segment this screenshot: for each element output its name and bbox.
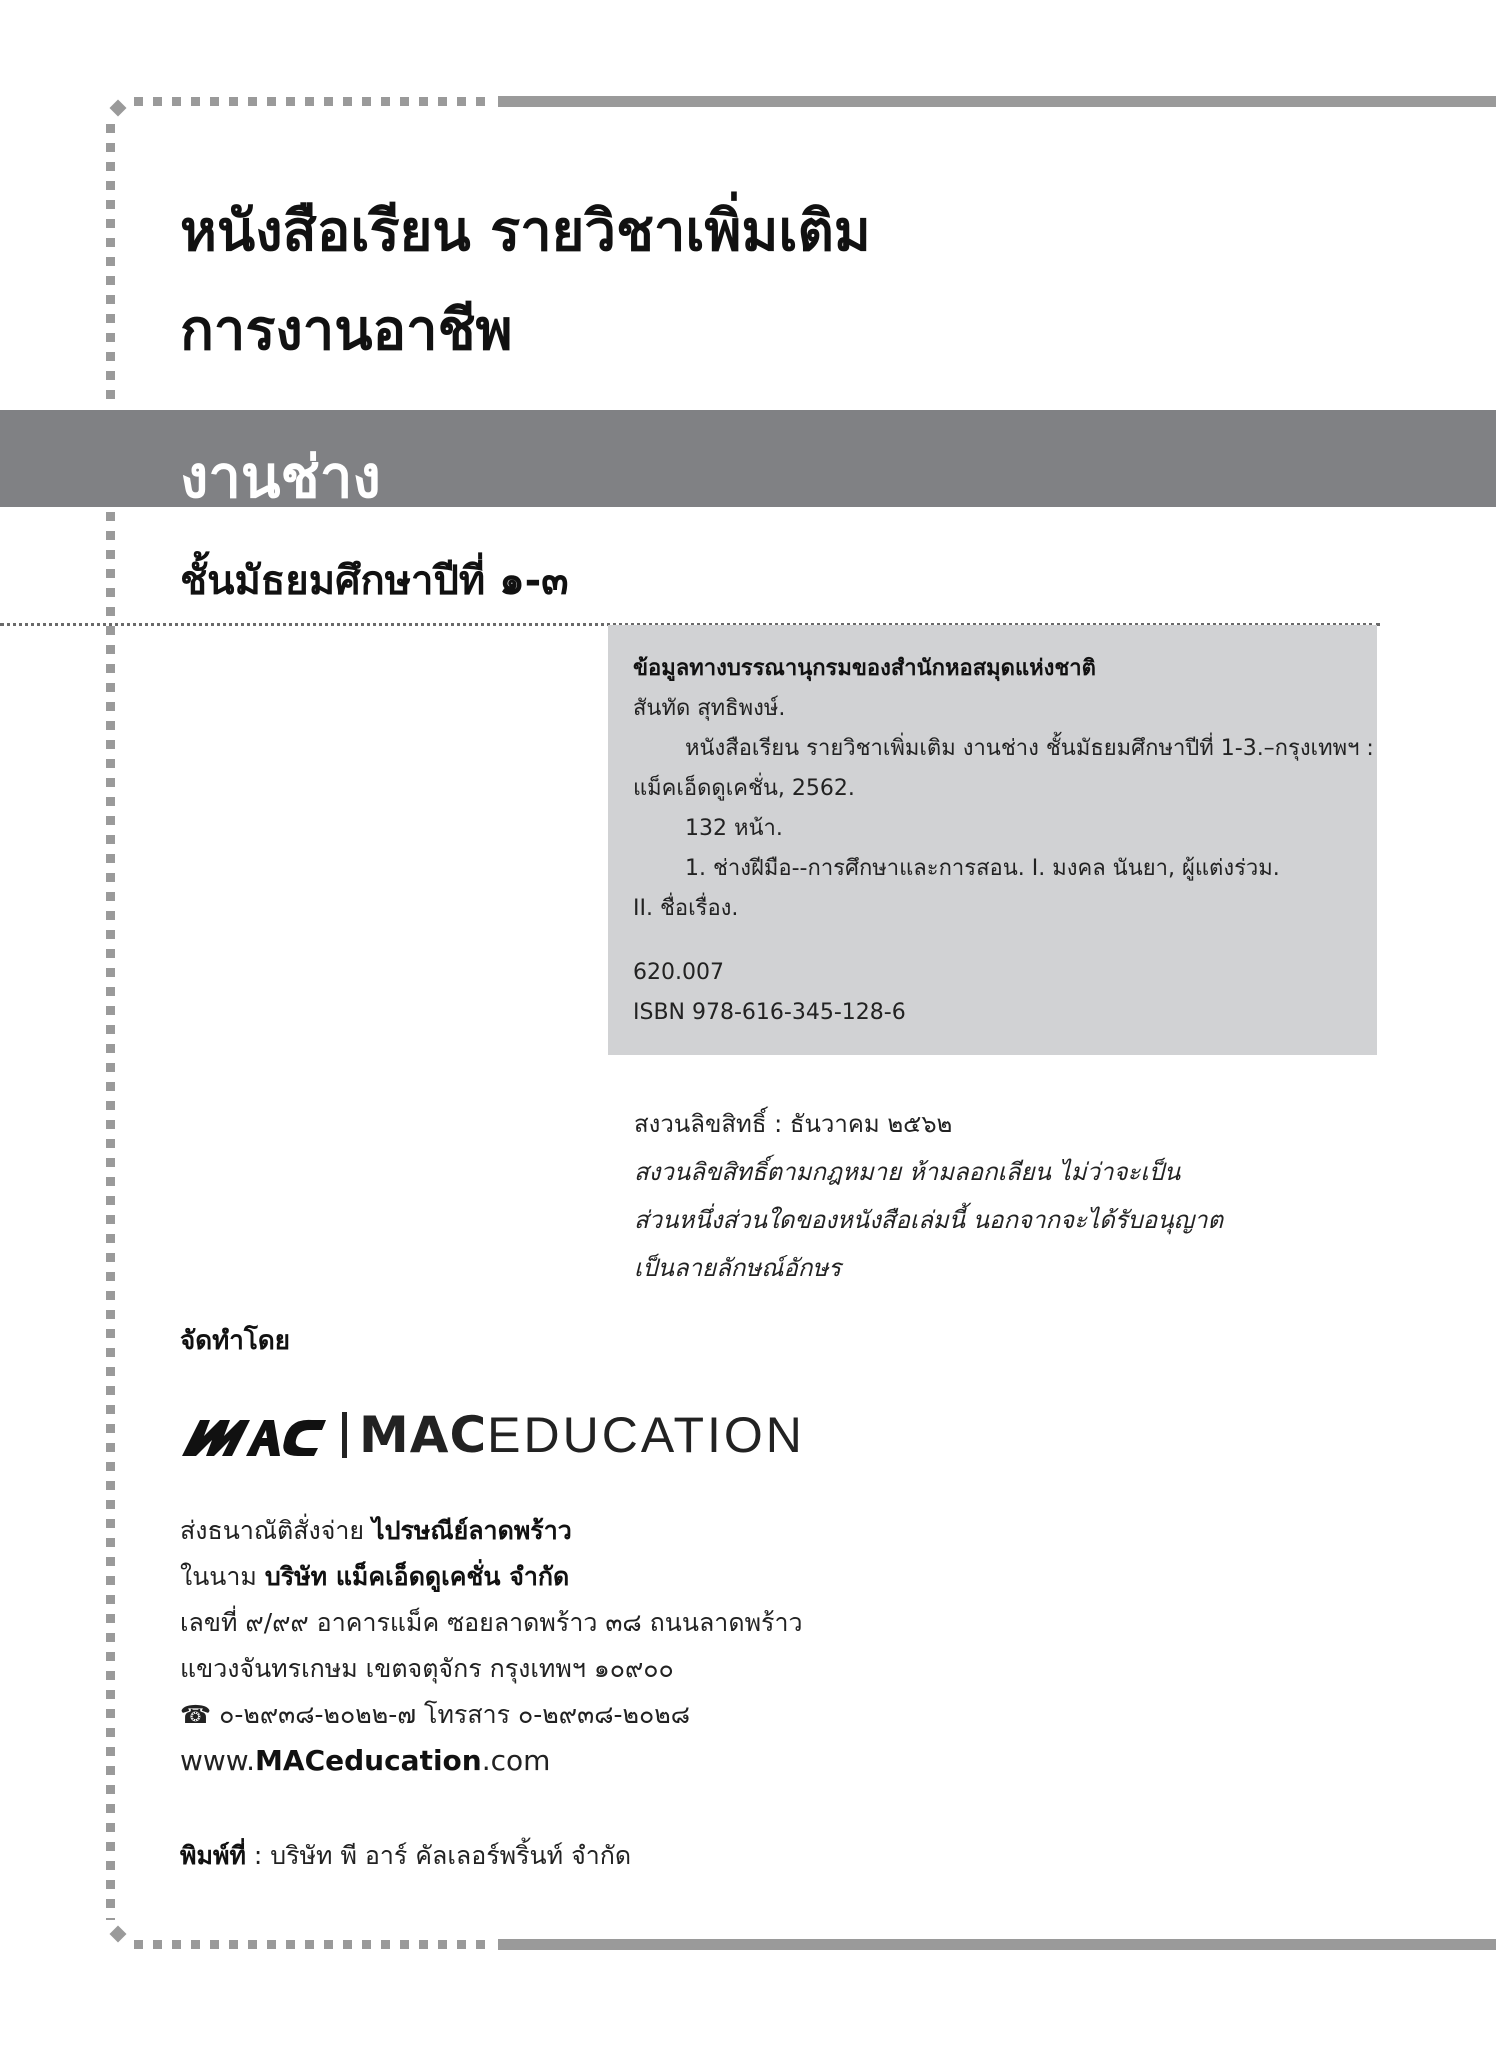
website-link[interactable] [180, 1738, 803, 1784]
bottom-dotted-border [134, 1940, 490, 1949]
phone-line [180, 1692, 803, 1738]
cip-subject-line-1: 1. ช่างฝีมือ--การศึกษาและการสอน. I. มงคล นันยา, ผู้แต่งร่วม. [685, 856, 1280, 881]
phone-numbers: ๐-๒๙๓๘-๒๐๒๒-๗ โทรสาร ๐-๒๙๓๘-๒๐๒๘ [219, 1700, 691, 1729]
payee-line [180, 1554, 803, 1600]
top-dotted-border [134, 97, 490, 106]
printer-value: : บริษัท พี อาร์ คัลเลอร์พริ้นท์ จำกัด [245, 1841, 632, 1870]
book-subject-title: การงานอาชีพ [180, 298, 513, 363]
payee-label: ในนาม [180, 1562, 257, 1591]
web-suffix: .com [481, 1744, 551, 1777]
telephone-icon: ☎ [180, 1700, 212, 1729]
grade-level: ชั้นมัธยมศึกษาปีที่ ๑-๓ [180, 558, 569, 604]
cip-title-line-2: แม็คเอ็ดดูเคชั่น, 2562. [633, 776, 855, 801]
printer-label: พิมพ์ที่ [180, 1841, 246, 1870]
copyright-text-1: สงวนลิขสิทธิ์ตามกฎหมาย ห้ามลอกเลียน ไม่ว่าจะเป็น [634, 1158, 1181, 1186]
cip-author: สันทัด สุทธิพงษ์. [633, 696, 786, 721]
cip-subject-line-2: II. ชื่อเรื่อง. [633, 896, 739, 921]
logo-separator [342, 1412, 347, 1458]
cip-title-line-1: หนังสือเรียน รายวิชาเพิ่มเติม งานช่าง ชั้นมัธยมศึกษาปีที่ 1-3.–กรุงเทพฯ : [685, 736, 1374, 761]
book-title: งานช่าง [180, 443, 381, 511]
logo-text-mac: MAC [359, 1406, 488, 1464]
left-dotted-border-upper [106, 124, 115, 408]
cip-pages: 132 หน้า. [685, 816, 783, 841]
copyright-notice [634, 1100, 1223, 1292]
printer-info [180, 1836, 631, 1876]
money-order-line [180, 1508, 803, 1554]
money-order-value: ไปรษณีย์ลาดพร้าว [372, 1516, 572, 1545]
cip-isbn: ISBN 978-616-345-128-6 [633, 1000, 906, 1025]
producer-label: จัดทำโดย [180, 1326, 290, 1356]
book-series-title: หนังสือเรียน รายวิชาเพิ่มเติม [180, 199, 871, 264]
cataloging-info-box [608, 625, 1377, 1055]
mac-education-logo [180, 1405, 805, 1465]
left-dotted-border-lower [106, 512, 115, 1920]
web-prefix: www. [180, 1744, 256, 1777]
payee-value: บริษัท แม็คเอ็ดดูเคชั่น จำกัด [264, 1562, 570, 1591]
cip-heading: ข้อมูลทางบรรณานุกรมของสำนักหอสมุดแห่งชาติ [633, 656, 1096, 681]
top-corner-diamond [110, 100, 127, 117]
mac-logo-mark-icon [180, 1412, 328, 1458]
web-domain: MACeducation [255, 1744, 482, 1777]
copyright-date: สงวนลิขสิทธิ์ : ธันวาคม ๒๕๖๒ [634, 1110, 953, 1138]
publisher-address [180, 1508, 803, 1784]
district-address: แขวงจันทรเกษม เขตจตุจักร กรุงเทพฯ ๑๐๙๐๐ [180, 1654, 674, 1683]
money-order-label: ส่งธนาณัติสั่งจ่าย [180, 1516, 365, 1545]
bottom-corner-diamond [110, 1926, 127, 1943]
cip-class-number: 620.007 [633, 960, 724, 985]
bottom-solid-border [498, 1939, 1496, 1950]
logo-text-education: EDUCATION [487, 1407, 805, 1463]
copyright-text-3: เป็นลายลักษณ์อักษร [634, 1254, 842, 1282]
street-address: เลขที่ ๙/๙๙ อาคารแม็ค ซอยลาดพร้าว ๓๘ ถนนลาดพร้าว [180, 1608, 803, 1637]
cip-spacer [633, 929, 1352, 953]
top-solid-border [498, 96, 1496, 107]
copyright-text-2: ส่วนหนึ่งส่วนใดของหนังสือเล่มนี้ นอกจากจะได้รับอนุญาต [634, 1206, 1224, 1234]
